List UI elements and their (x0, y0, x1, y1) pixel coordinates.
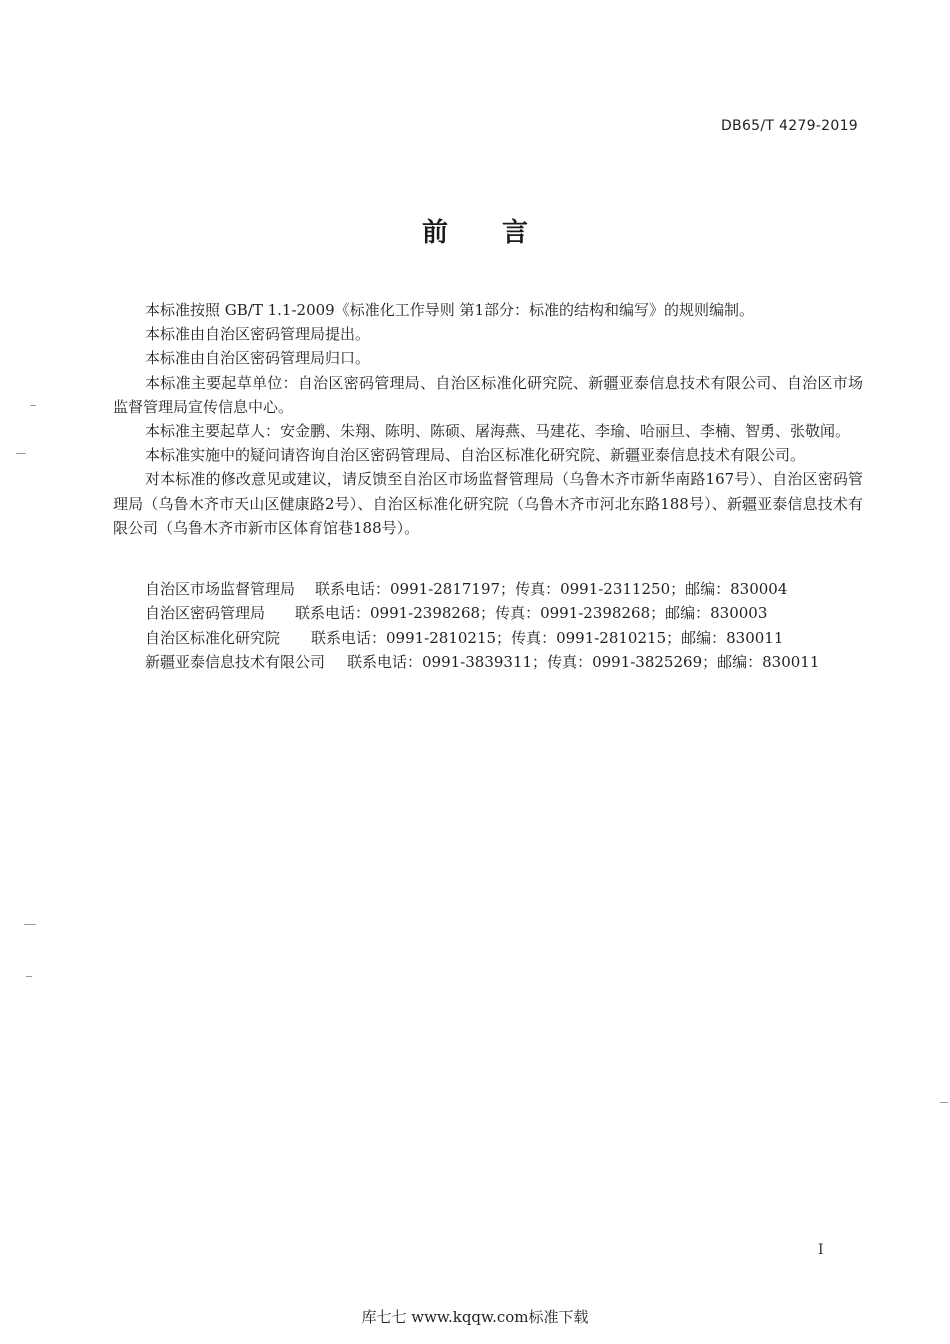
contact-org: 新疆亚泰信息技术有限公司 (145, 652, 326, 671)
footer-watermark: 库七七 www.kqqw.com标准下载 (361, 1308, 589, 1326)
contact-zip: 邮编：830004 (685, 580, 788, 598)
paragraph-proposer: 本标准由自治区密码管理局提出。 (145, 325, 371, 344)
scan-artifact (26, 976, 32, 977)
paragraph-drafters: 本标准主要起草人：安金鹏、朱翔、陈明、陈硕、屠海燕、马建花、李瑜、哈丽旦、李楠、智勇、张敬闻。 (145, 422, 851, 441)
paragraph-inquiries: 本标准实施中的疑问请咨询自治区密码管理局、自治区标准化研究院、新疆亚泰信息技术有限公司。 (145, 446, 806, 465)
scan-artifact (24, 924, 36, 925)
contact-item (145, 601, 865, 625)
scan-artifact (16, 453, 26, 454)
contact-phone: 联系电话：0991-2398268； (295, 604, 496, 623)
contact-phone: 联系电话：0991-2817197； (315, 580, 516, 598)
contact-list (145, 577, 865, 674)
contact-zip: 邮编：830003 (665, 604, 768, 623)
contact-fax: 传真：0991-2311250； (515, 580, 686, 598)
contact-zip: 邮编：830011 (681, 628, 784, 647)
contact-org: 自治区密码管理局 (145, 604, 266, 623)
page-title: 前言 (421, 218, 582, 248)
contact-phone: 联系电话：0991-3839311； (347, 652, 548, 671)
paragraph-drafting-rules: 本标准按照 GB/T 1.1-2009《标准化工作导则 第1部分：标准的结构和编写》的规则编制。 (145, 301, 755, 319)
paragraph-administrator: 本标准由自治区密码管理局归口。 (145, 349, 371, 368)
scan-artifact (30, 405, 36, 406)
scan-artifact (940, 1102, 948, 1103)
document-id: DB65/T 4279-2019 (720, 118, 858, 134)
contact-item (145, 650, 865, 674)
contact-fax: 传真：0991-2398268； (495, 604, 666, 623)
contact-item (145, 577, 865, 601)
foreword-body (113, 298, 863, 540)
contact-org: 自治区标准化研究院 (145, 628, 281, 647)
contact-phone: 联系电话：0991-2810215； (311, 628, 512, 647)
paragraph-drafting-units: 本标准主要起草单位：自治区密码管理局、自治区标准化研究院、新疆亚泰信息技术有限公司、自治区市场监督管理局宣传信息中心。 (113, 373, 863, 416)
contact-zip: 邮编：830011 (717, 652, 820, 671)
contact-org: 自治区市场监督管理局 (145, 580, 296, 598)
contact-item (145, 626, 865, 650)
contact-fax: 传真：0991-2810215； (511, 628, 682, 647)
page-number: I (818, 1242, 824, 1258)
contact-fax: 传真：0991-3825269； (547, 652, 718, 671)
paragraph-feedback: 对本标准的修改意见或建议，请反馈至自治区市场监督管理局（乌鲁木齐市新华南路167号）、自治区密码管理局（乌鲁木齐市天山区健康路2号）、自治区标准化研究院（乌鲁木齐市河北东路188号）、新疆亚泰信息技术有限公司（乌鲁木齐市新市区体育馆巷188号）。 (113, 470, 863, 537)
